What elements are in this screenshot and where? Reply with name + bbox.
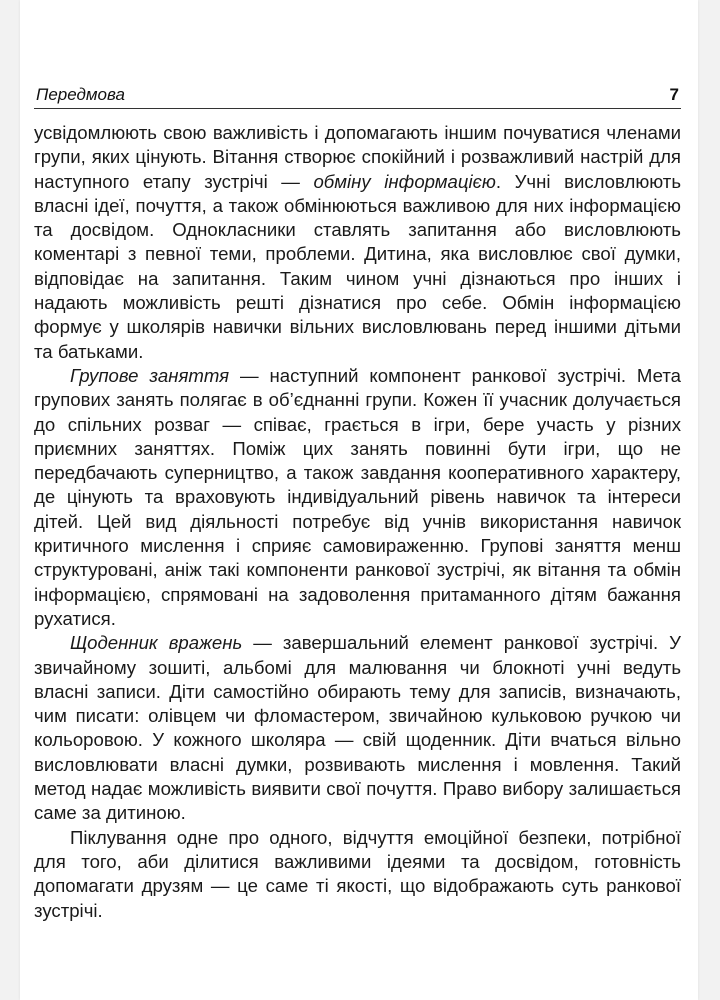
paragraph-text: Піклування одне про одного, відчуття емоційної безпеки, потрібної для того, аби ділитися важливими ідеями та досвідом, готовність допомагати друзям — це саме ті якості, що відображають суть ранкової зустрічі. <box>34 826 681 921</box>
running-header <box>34 80 681 109</box>
paragraph-text: — наступний компонент ранкової зустрічі. Мета групових занять полягає в об’єднанні групи. Кожен її учасник долучається до спільних розваг — співає, грається в ігри, бере участь у різних приємних заняттях. Поміж цих занять повинні бути ігри, що не передбачають суперництво, а також завдання кооперативного характеру, де цінують та враховують індивідуальний рівень навичок та інтереси дітей. Цей вид діяльності потребує від учнів використання навичок критичного мислення і сприяє самовираженню. Групові заняття менш структуровані, аніж такі компоненти ранкової зустрічі, як вітання та обмін інформацією, спрямовані на задоволення притаманного дітям бажання рухатися. <box>34 364 681 629</box>
page-number: 7 <box>669 85 679 104</box>
paragraph-exchange-info <box>34 121 681 364</box>
emphasis-term: Щоденник вражень <box>70 632 243 654</box>
paragraph-text: — завершальний елемент ранкової зустрічі. У звичайному зошиті, альбомі для малювання чи блокноті учні ведуть власні записи. Діти самостійно обирають тему для записів, визначають, чим писати: олівцем чи фломастером, звичайною кульковою ручкою чи кольоровою. У кожного школяра — свій щоденник. Діти вчаться вільно висловлювати власні думки, розвивають мислення і мовлення. Такий метод надає можливість виявити свої почуття. Право вибору залишається саме за дитиною. <box>34 632 681 824</box>
emphasis-term: обміну інформацією <box>313 170 496 192</box>
paragraph-text: . Учні висловлюють власні ідеї, почуття, а також обмінюються важливою для них інформацією та досвідом. Однокласники ставлять запитання або висловлюють коментарі з певної теми, проблеми. Дитина, яка висловлює свої думки, відповідає на запитання. Таким чином учні дізнаються про інших і надають можливість решті дізнатися про себе. Обмін інформацією формує у школярів навички вільних висловлювань перед іншими дітьми та батьками. <box>34 170 682 362</box>
book-page <box>20 0 698 1000</box>
section-title: Передмова <box>36 85 125 104</box>
paragraph-conclusion <box>34 826 681 923</box>
page-body <box>34 121 681 923</box>
emphasis-term: Групове заняття <box>70 364 230 386</box>
paragraph-journal <box>34 631 681 825</box>
paragraph-text: усвідомлюють свою важливість і допомагають іншим почуватися членами групи, яких цінують. Вітання створює спокійний і розважливий настрій для наступного етапу зустрічі — <box>34 122 681 192</box>
paragraph-group-activity <box>34 364 681 631</box>
